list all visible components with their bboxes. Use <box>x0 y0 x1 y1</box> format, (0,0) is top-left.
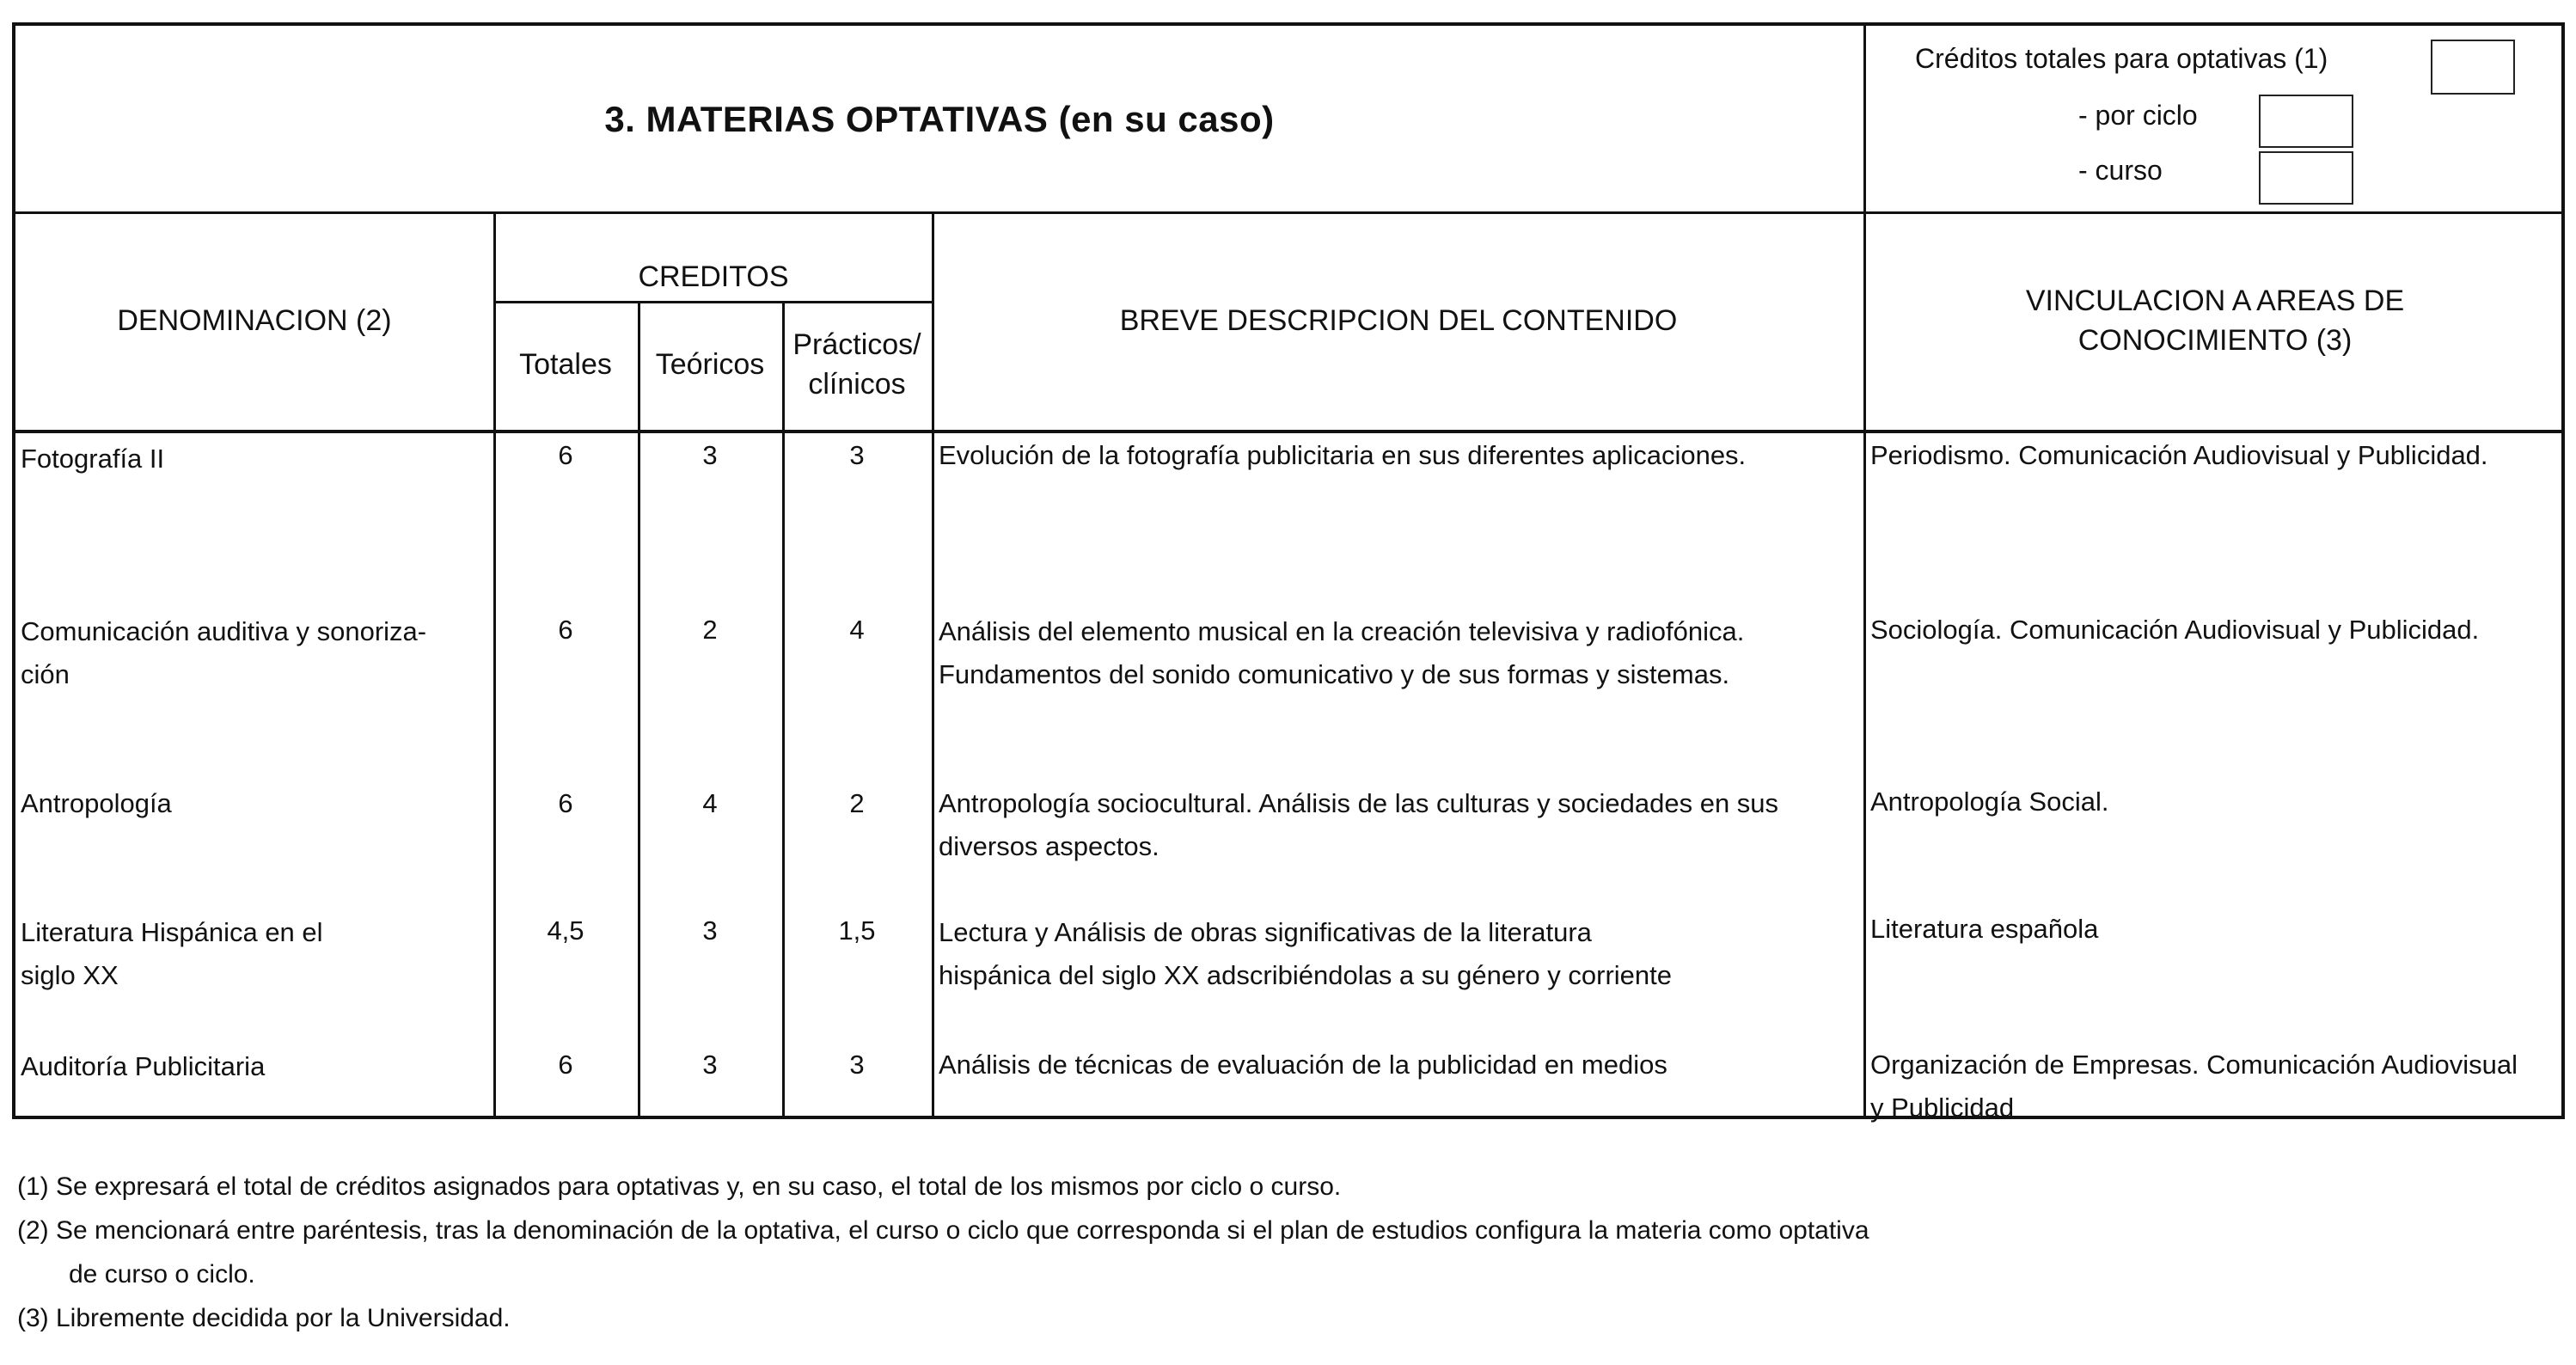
header-vinculacion <box>1865 213 2565 430</box>
table-row-2-totales: 6 <box>558 615 573 645</box>
header-practicos-line1: Prácticos/ <box>792 328 921 362</box>
table-row-4-practicos: 1,5 <box>838 915 876 946</box>
table-row-5-denominacion: Auditoría Publicitaria <box>21 1051 266 1081</box>
header-teoricos: Teóricos <box>655 348 765 382</box>
table-row-4-denominacion: Literatura Hispánica en el siglo XX <box>21 917 323 990</box>
header-denominacion: DENOMINACION (2) <box>117 304 392 338</box>
header-vinculacion-line1: VINCULACION A AREAS DE <box>2025 285 2405 318</box>
table-row-2-descripcion: Análisis del elemento musical en la creación televisiva y radiofónica. Fundamentos del sonido comunicativo y de sus formas y sistemas. <box>939 616 1745 689</box>
table-row-5-teoricos: 3 <box>702 1050 718 1080</box>
table-row-3-practicos: 2 <box>849 788 865 818</box>
table-row-5-descripcion: Análisis de técnicas de evaluación de la publicidad en medios <box>939 1050 1667 1080</box>
table-row-3-descripcion: Antropología sociocultural. Análisis de las culturas y sociedades en sus diversos aspectos. <box>939 788 1779 861</box>
table-row-2-vinculacion: Sociología. Comunicación Audiovisual y Publicidad. <box>1870 615 2480 645</box>
header-bottom-rule <box>15 430 2565 433</box>
table-row-1-denominacion: Fotografía II <box>21 444 165 474</box>
course-field[interactable] <box>2259 151 2353 205</box>
table-row-2-denominacion: Comunicación auditiva y sonoriza- ción <box>21 616 427 689</box>
table-row-5-vinculacion: Organización de Empresas. Comunicación Audiovisual y Publicidad <box>1870 1050 2518 1123</box>
footnotes <box>17 1165 2424 1340</box>
table-row-2-practicos: 4 <box>849 615 865 645</box>
per-cycle-label: - por ciclo <box>2078 100 2198 131</box>
credits-summary-box <box>1863 26 2565 213</box>
table-row-5-totales: 6 <box>558 1050 573 1080</box>
table-row-1-vinculacion: Periodismo. Comunicación Audiovisual y Publicidad. <box>1870 440 2488 470</box>
col-divider-5 <box>1863 430 1866 1119</box>
header-practicos <box>782 301 932 430</box>
table-row-4-teoricos: 3 <box>702 915 718 946</box>
table-row-1-descripcion: Evolución de la fotografía publicitaria en sus diferentes aplicaciones. <box>939 440 1747 470</box>
header-vinculacion-line2: CONOCIMIENTO (3) <box>2077 324 2353 357</box>
footnote-2-line2: de curso o ciclo. <box>69 1260 255 1288</box>
table-row-3-denominacion: Antropología <box>21 788 172 818</box>
table-row-1-teoricos: 3 <box>702 440 718 470</box>
section-title: 3. MATERIAS OPTATIVAS (en su caso) <box>604 99 1275 139</box>
table-row-4-vinculacion: Literatura española <box>1870 914 2099 944</box>
footnote-1: (1) Se expresará el total de créditos asignados para optativas y, en su caso, el total de los mismos por ciclo o curso. <box>17 1172 1342 1201</box>
header-creditos: CREDITOS <box>638 260 789 294</box>
optativas-form-table <box>12 22 2565 1123</box>
course-label: - curso <box>2078 155 2163 186</box>
footnote-3: (3) Libremente decidida por la Universidad. <box>17 1304 511 1332</box>
table-row-4-descripcion: Lectura y Análisis de obras significativas de la literatura hispánica del siglo XX adscribiéndolas a su género y corriente <box>939 917 1672 990</box>
table-row-3-totales: 6 <box>558 788 573 818</box>
table-row-5-practicos: 3 <box>849 1050 865 1080</box>
table-row-2-teoricos: 2 <box>702 615 718 645</box>
table-row-1-practicos: 3 <box>849 440 865 470</box>
total-credits-field[interactable] <box>2431 40 2515 95</box>
table-row-3-vinculacion: Antropología Social. <box>1870 787 2109 817</box>
footnote-2-line1: (2) Se mencionará entre paréntesis, tras la denominación de la optativa, el curso o ciclo que corresponda si el plan de estudios configura la materia como optativa <box>17 1216 1869 1245</box>
table-row-3-teoricos: 4 <box>702 788 718 818</box>
header-descripcion: BREVE DESCRIPCION DEL CONTENIDO <box>1119 304 1678 338</box>
per-cycle-field[interactable] <box>2259 95 2353 148</box>
header-totales: Totales <box>519 348 612 382</box>
table-row-1-totales: 6 <box>558 440 573 470</box>
table-row-4-totales: 4,5 <box>547 915 584 946</box>
total-credits-label: Créditos totales para optativas (1) <box>1915 43 2328 74</box>
header-practicos-line2: clínicos <box>808 368 906 401</box>
